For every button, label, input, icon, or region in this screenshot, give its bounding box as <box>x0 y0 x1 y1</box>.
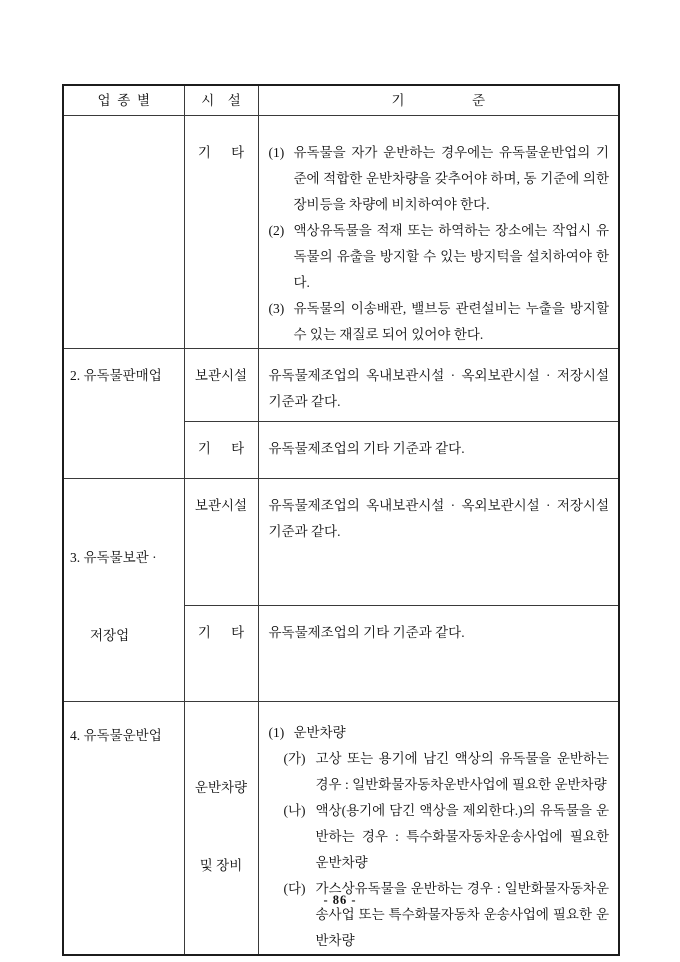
standards-table <box>62 84 620 956</box>
facility-cell: 기 타 <box>184 422 258 479</box>
page-number: - 86 - <box>323 893 357 907</box>
header-facility: 시 설 <box>184 85 258 116</box>
table-header-row <box>63 85 619 116</box>
header-industry: 업 종 별 <box>63 85 184 116</box>
industry-line: 저장업 <box>90 628 130 643</box>
standard-item <box>269 140 610 218</box>
table-row <box>63 116 619 349</box>
subitem-text: 고상 또는 용기에 남긴 액상의 유독물을 운반하는 경우 : 일반화물자동차운반사업에 필요한 운반차량 <box>315 751 609 792</box>
item-text: 유독물의 이송배관, 밸브등 관련설비는 누출을 방지할 수 있는 재질로 되어 있어야 한다. <box>293 301 609 342</box>
industry-cell-empty <box>63 116 184 349</box>
header-standard: 기 준 <box>258 85 619 116</box>
standard-subitem <box>284 746 610 798</box>
facility-cell: 기 타 <box>184 116 258 349</box>
facility-line: 운반차량 <box>194 780 248 795</box>
standard-cell <box>258 702 619 956</box>
standard-item <box>269 218 610 296</box>
standard-subitem <box>284 876 610 954</box>
table-row <box>63 479 619 606</box>
standard-subitem <box>284 798 610 876</box>
subitem-text: 액상(용기에 담긴 액상을 제외한다.)의 유독물을 운반하는 경우 : 특수화물자동차운송사업에 필요한 운반차량 <box>315 803 609 870</box>
industry-cell: 2. 유독물판매업 <box>63 349 184 479</box>
facility-cell: 보관시설 <box>184 349 258 422</box>
industry-cell <box>63 479 184 702</box>
item-marker: (3) <box>268 301 285 316</box>
standard-cell: 유독물제조업의 옥내보관시설 · 옥외보관시설 · 저장시설 기준과 같다. <box>258 479 619 606</box>
standard-cell: 유독물제조업의 기타 기준과 같다. <box>258 605 619 701</box>
item-text: 액상유독물을 적재 또는 하역하는 장소에는 작업시 유독물의 유출을 방지할 수 있는 방지턱을 설치하여야 한다. <box>293 223 609 290</box>
facility-cell <box>184 702 258 956</box>
standard-cell: 유독물제조업의 기타 기준과 같다. <box>258 422 619 479</box>
standard-cell <box>258 116 619 349</box>
standard-item <box>269 720 610 746</box>
item-text: 유독물을 자가 운반하는 경우에는 유독물운반업의 기준에 적합한 운반차량을 갖추어야 하며, 동 기준에 의한 장비등을 차량에 비치하여야 한다. <box>293 145 609 212</box>
standard-cell: 유독물제조업의 옥내보관시설 · 옥외보관시설 · 저장시설 기준과 같다. <box>258 349 619 422</box>
facility-line: 및 장비 <box>199 858 243 873</box>
subitem-marker: (다) <box>283 881 306 896</box>
facility-cell: 기 타 <box>184 605 258 701</box>
item-marker: (1) <box>268 145 285 160</box>
facility-cell: 보관시설 <box>184 479 258 606</box>
table-row <box>63 349 619 422</box>
item-marker: (1) <box>268 725 285 740</box>
item-marker: (2) <box>268 223 285 238</box>
industry-line: 3. 유독물보관 · <box>70 550 157 565</box>
standard-item <box>269 296 610 348</box>
subitem-marker: (나) <box>283 803 306 818</box>
item-text: 운반차량 <box>293 725 346 740</box>
subitem-text: 가스상유독물을 운반하는 경우 : 일반화물자동차운송사업 또는 특수화물자동차 운송사업에 필요한 운반차량 <box>315 881 609 948</box>
table-row <box>63 702 619 956</box>
subitem-marker: (가) <box>283 751 306 766</box>
industry-cell: 4. 유독물운반업 <box>63 702 184 956</box>
